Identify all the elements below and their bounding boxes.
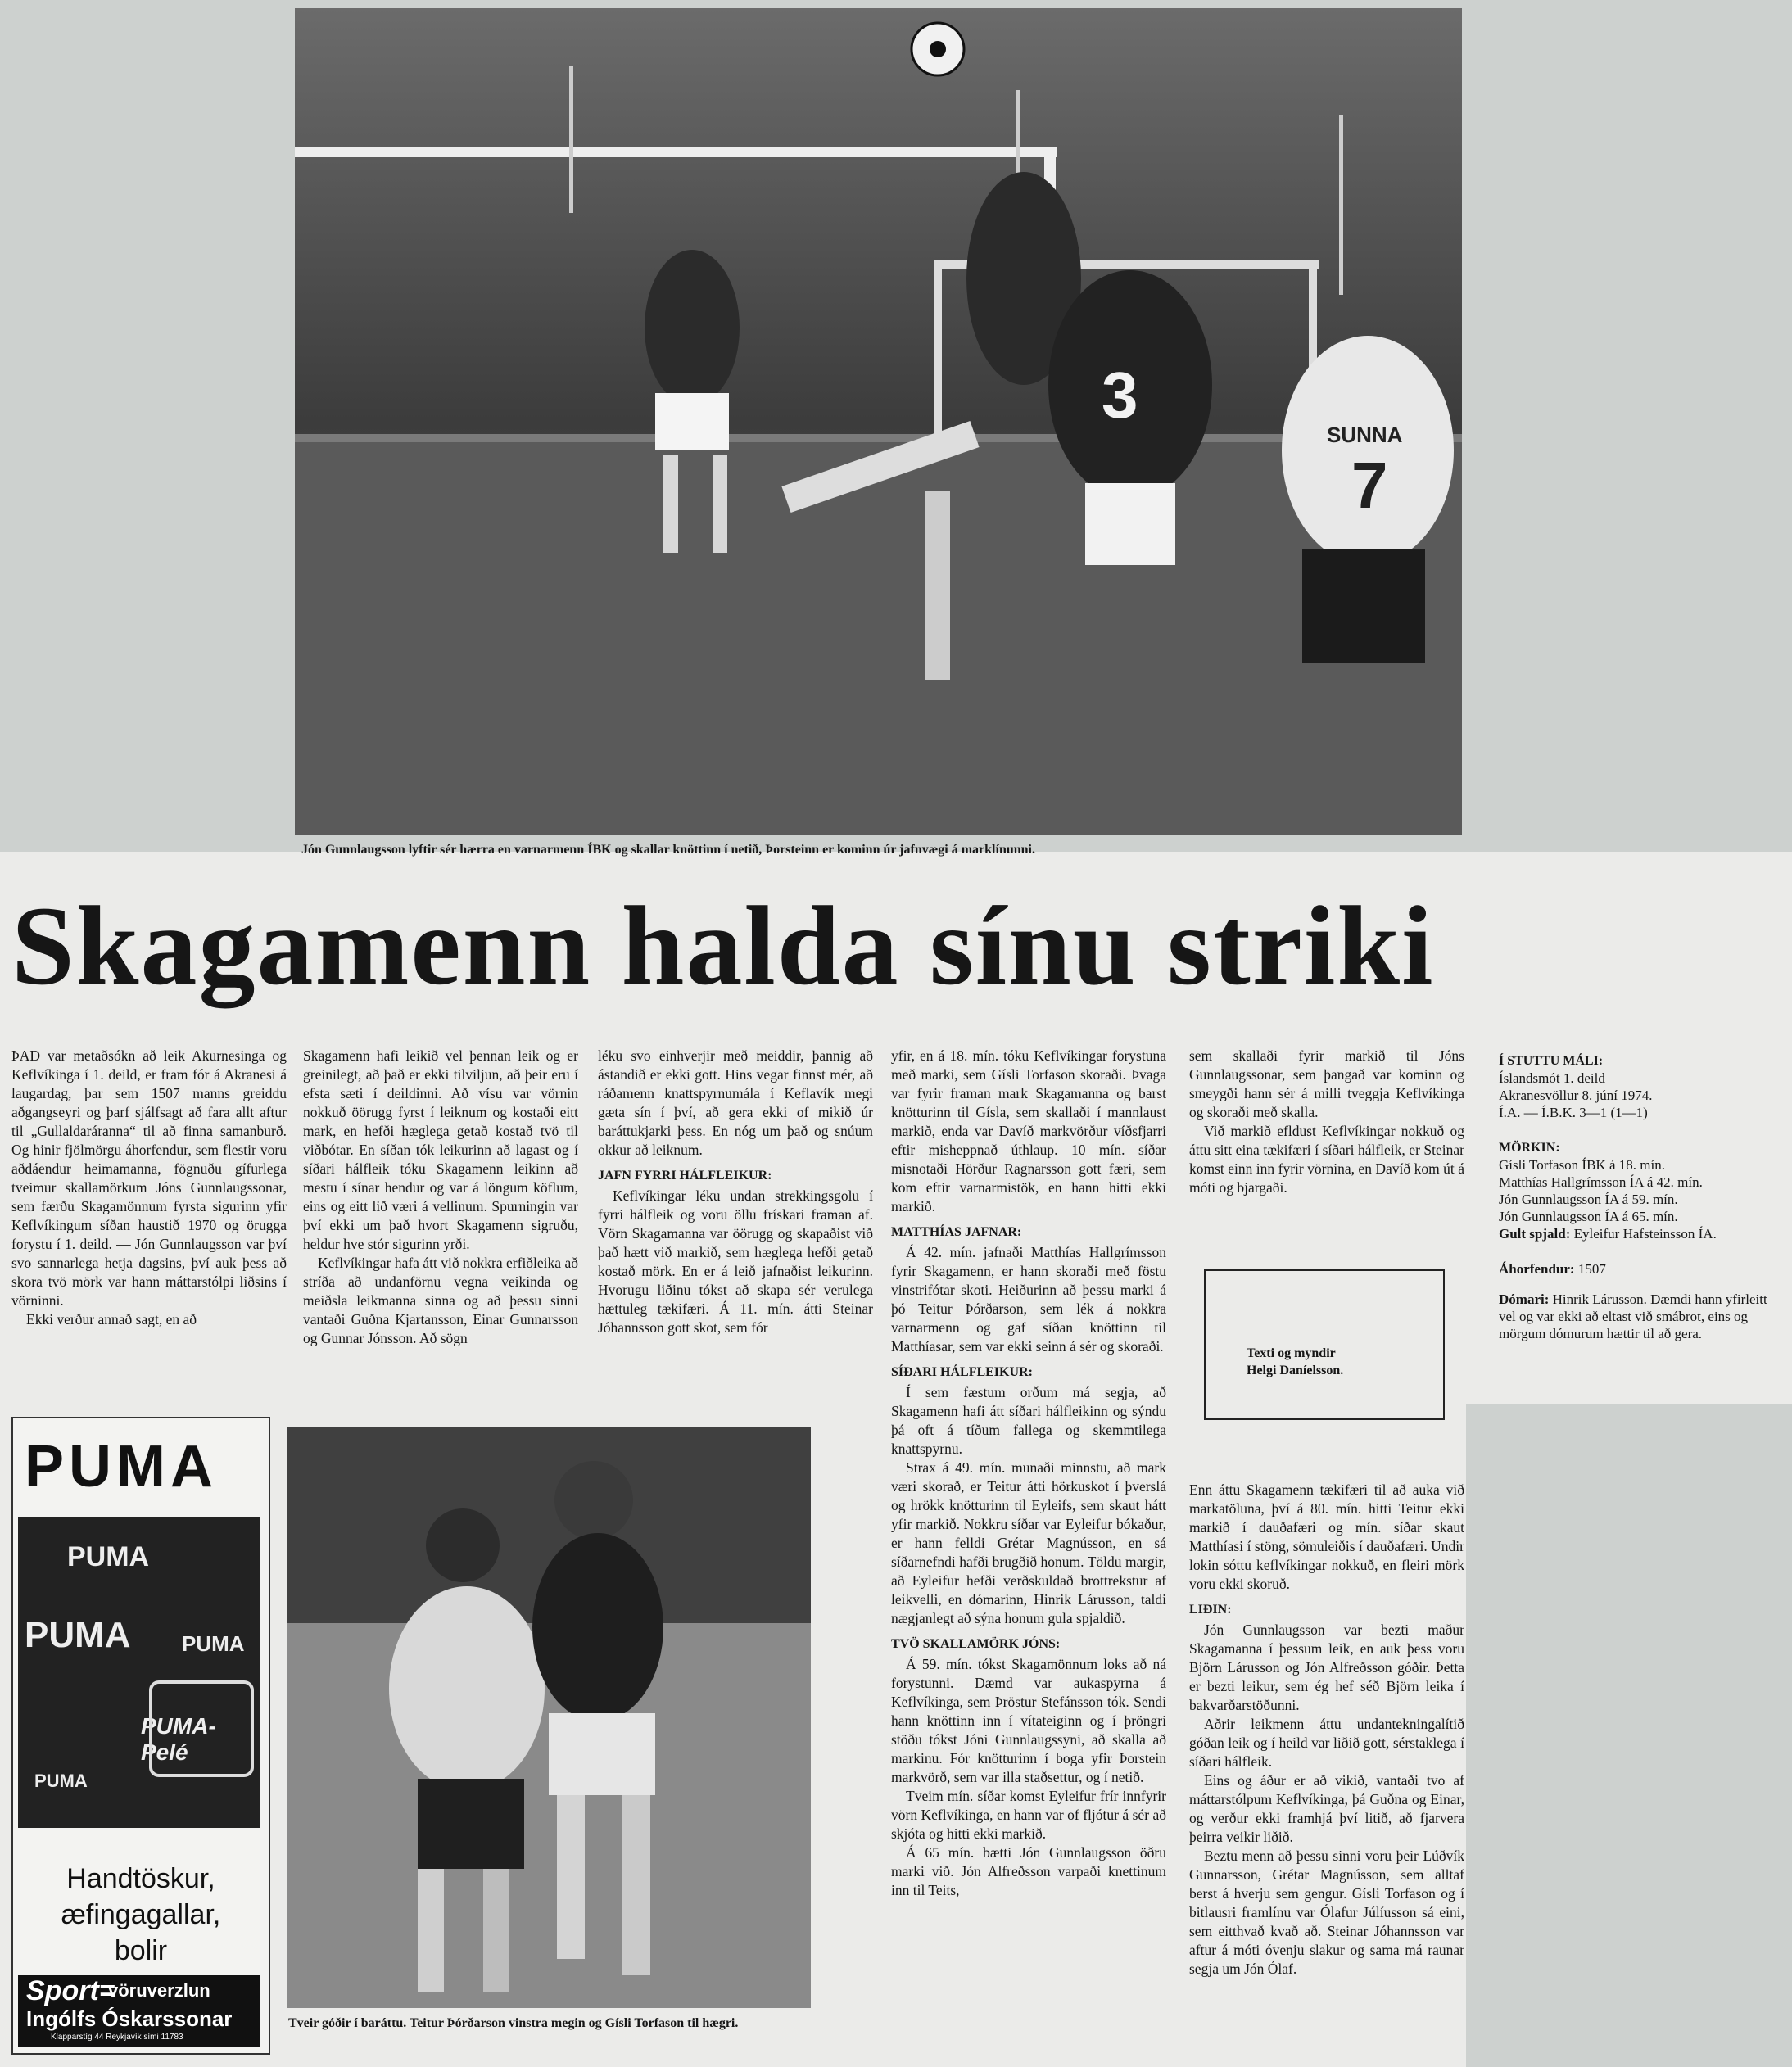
store-line-2: Ingólfs Óskarssonar xyxy=(26,2006,233,2031)
attendance-value: 1507 xyxy=(1577,1261,1606,1277)
logo-text: Sport= xyxy=(26,1975,115,2006)
goals-heading: MÖRKIN: xyxy=(1499,1141,1560,1155)
paragraph: Við markið efldust Keflvíkingar nokkuð og áttu sitt eina tækifæri í síðari hálfleik, er Steinar komst einn inn fyrir vörnina, en Davíð kom út á móti og bjargaði. xyxy=(1189,1123,1464,1196)
paragraph: Á 42. mín. jafnaði Matthías Hallgrímsson fyrir Skagamenn, er hann skoraði með föstu vinstrifótar skoti. Heiðurinn að þessu marki á þó Teitur Þórðarson, sem lék á nokkra varnarmenn og gaf síðan knöttinn til Matthíasar, sem var ekki seinn á sér og skoraði. xyxy=(891,1244,1166,1355)
svg-text:SUNNA: SUNNA xyxy=(1327,423,1403,447)
store-logo xyxy=(18,1975,260,2047)
article-column-5-top xyxy=(1189,1047,1464,1197)
top-photo-caption: Jón Gunnlaugsson lyftir sér hærra en varnarmenn ÍBK og skallar knöttinn í netið, Þorsteinn er kominn úr jafnvægi á marklínunni. xyxy=(301,843,1035,857)
paragraph: Tveim mín. síðar komst Eyleifur frír innfyrir vörn Keflvíkinga, en hann var of fljótur á sér að skjóta og hitti ekki markið. xyxy=(891,1788,1166,1842)
paragraph: Í sem fæstum orðum má segja, að Skagamenn hafi átt síðari hálfleikinn og sýndu þá oft á tíðum fallega og skemmtilega knattspyrnu. xyxy=(891,1384,1166,1457)
svg-text:3: 3 xyxy=(1102,359,1138,432)
paragraph: Aðrir leikmenn áttu undantekningalítið góðan leik og í heild var liðið gott, sérstaklega í síðari hálfleik. xyxy=(1189,1716,1464,1770)
credit-line-1: Texti og myndir xyxy=(1247,1346,1336,1360)
yellow-card-label: Gult spjald: xyxy=(1499,1226,1571,1242)
paragraph: ÞAÐ var metaðsókn að leik Akurnesinga og Keflvíkinga í 1. deild, er fram fór á Akranesi á laugardag, þar sem 1507 manns greiddu aðgangseyri og þarf sjálfsagt að fara allt aftur til „Gullaldaráranna“ til að finna samanburð. Og hinir fjölmörgu áhorfendur, sem flestir voru aðdáendur heimamanna, fögnuðu gífurlega tveimur skallamörkum Jóns Gunnlaugssonar, sem færðu Skagamönnum fyrsta sigurinn yfir Keflvíkingum síðan haustið 1970 og örugga forystu í 1. deild. — Jón Gunnlaugsson var því svo sannarlega hetja dagsins, því auk þess að skora tvö mörk var hann máttarstólpi liðsins í vörninni. xyxy=(11,1047,287,1309)
store-address: Klapparstíg 44 Reykjavík sími 11783 xyxy=(51,2033,183,2042)
headline: Skagamenn halda sínu striki xyxy=(11,883,1435,1008)
credit-line-2: Helgi Daníelsson. xyxy=(1247,1364,1344,1377)
paragraph: Skagamenn hafi leikið vel þennan leik og er greinilegt, að það er ekki tilviljun, að þeir eru í efsta sæti í deildinni. Að vísu var vörnin nokkuð öörugg fyrst í leiknum og kostaði eitt mark, en hefði hæglega getað kostað tvö til viðbótar. En síðan tók leikurinn að lagast og í síðari hálfleik tóku Skagamenn leikinn að mestu í sínar hendur og var á löngum köflum, eins og eitt lið væri á vellinum. Spurningin var því ekki um það hvort Skagamenn sigruðu, heldur hve stór sigurinn yrði. xyxy=(303,1047,578,1252)
section-heading: TVÖ SKALLAMÖRK JÓNS: xyxy=(891,1637,1061,1651)
bags-photo xyxy=(18,1517,260,1828)
ad-line: bolir xyxy=(114,1935,168,1966)
paragraph: yfir, en á 18. mín. tóku Keflvíkingar forystuna með marki, sem Gísli Torfason skoraði. Þvaga var fyrir framan mark Skagamanna og barst knötturinn til Gísla, sem skallaði í mannlaust markið, enda var Davíð markvörður víðsfjarri eftir misheppnað úthlaup. 10 mín. síðar misnotaði Hörður Ragnarsson gott færi, sem kom eftir varnarmistök, en hann hitti ekki markið. xyxy=(891,1047,1166,1214)
paragraph: sem skallaði fyrir markið til Jóns Gunnlaugssonar, sem þangað var kominn og smeygði hann sér á milli tveggja Keflvíkinga og skoraði með skalla. xyxy=(1189,1047,1464,1120)
bag-label: PUMA xyxy=(34,1771,88,1791)
section-heading: MATTHÍAS JAFNAR: xyxy=(891,1225,1022,1239)
ad-line: æfingagallar, xyxy=(61,1899,221,1930)
paragraph: Keflvíkingar hafa átt við nokkra erfiðleika að stríða að undanförnu vegna veikinda og meiðsla leikmanna sinna og að þessu sinni vantaði Guðna Kjartansson, Einar Gunnarsson og Gunnar Jónsson. Að sögn xyxy=(303,1255,578,1346)
goal-line: Matthías Hallgrímsson ÍA á 42. mín. xyxy=(1499,1174,1703,1190)
ad-text xyxy=(13,1861,269,1969)
bottom-photo xyxy=(287,1427,811,2008)
facts-score: Í.A. — Í.B.K. 3—1 (1—1) xyxy=(1499,1105,1648,1120)
article-column-2 xyxy=(303,1047,578,1348)
bottom-photo-caption: Tveir góðir í baráttu. Teitur Þórðarson vinstra megin og Gísli Torfason til hægri. xyxy=(288,2016,739,2030)
goal-line: Gísli Torfason ÍBK á 18. mín. xyxy=(1499,1157,1665,1173)
paragraph: Á 65 mín. bætti Jón Gunnlaugsson öðru marki við. Jón Alfreðsson varpaði knettinum inn til Teits, xyxy=(891,1844,1166,1898)
facts-heading: Í STUTTU MÁLI: xyxy=(1499,1054,1604,1068)
paragraph: léku svo einhverjir með meiddir, þannig að ástandið er ekki gott. Hins vegar finnst mér, að ráðamenn knattspyrnumála í Keflavík megi gæta sín í því, að gera ekki of mikið úr baráttukjarki þess. En nóg um það og snúum okkur að leiknum. xyxy=(598,1047,873,1158)
paragraph: Jón Gunnlaugsson var bezti maður Skagamanna í þessum leik, en auk þess voru Björn Lárusson og Jón Alfreðsson góðir. Þetta er bezti leikur, sem ég hef séð Björn leika í bakvarðarstöðunni. xyxy=(1189,1621,1464,1713)
ad-line: Handtöskur, xyxy=(66,1863,215,1894)
puma-advertisement xyxy=(11,1417,270,2055)
store-line-1: vöruverzlun xyxy=(108,1980,210,2001)
facts-line: Akranesvöllur 8. júní 1974. xyxy=(1499,1088,1653,1103)
bag-label: PUMA xyxy=(67,1541,150,1572)
yellow-card-player: Eyleifur Hafsteinsson ÍA. xyxy=(1573,1226,1717,1242)
article-column-1 xyxy=(11,1047,287,1329)
referee-text: Hinrik Lárusson. Dæmdi hann yfirleitt vel og var ekki að eltast við smábrot, eins og mörgum dómurum hættir til að gera. xyxy=(1499,1291,1767,1341)
bag-label: PUMA xyxy=(25,1615,131,1655)
attendance xyxy=(1499,1260,1777,1278)
credit-box xyxy=(1204,1269,1445,1420)
referee-label: Dómari: xyxy=(1499,1291,1550,1307)
yellow-card xyxy=(1499,1225,1777,1242)
puma-brand: PUMA xyxy=(25,1434,218,1499)
paragraph: Ekki verður annað sagt, en að xyxy=(26,1311,197,1327)
section-heading: JAFN FYRRI HÁLFLEIKUR: xyxy=(598,1169,772,1183)
goal-line: Jón Gunnlaugsson ÍA á 59. mín. xyxy=(1499,1192,1678,1207)
section-heading: SÍÐARI HÁLFLEIKUR: xyxy=(891,1365,1033,1379)
facts-line: Íslandsmót 1. deild xyxy=(1499,1070,1605,1086)
svg-text:7: 7 xyxy=(1351,449,1388,522)
article-column-4 xyxy=(891,1047,1166,1900)
paragraph: Keflvíkingar léku undan strekkingsgolu í fyrri hálfleik og voru öllu frískari framan af. Vörn Skagamanna var öörugg og skapaðist við það hætt við markið, sem hæglega hefði getað kostað mörk. En er á leið jafnaðist leikurinn. Hvorugu liðinu tókst að skapa sér verulega hættuleg tækifæri. Á 11. mín. átti Steinar Jóhannsson gott skot, sem fór xyxy=(598,1187,873,1336)
goal-line: Jón Gunnlaugsson ÍA á 65. mín. xyxy=(1499,1209,1678,1224)
article-column-3 xyxy=(598,1047,873,1337)
paragraph: Eins og áður er að vikið, vantaði tvo af máttarstólpum Keflvíkinga, þá Guðna og Einar, og verður ekki framhjá því litið, að fjarvera þeirra veikir liðið. xyxy=(1189,1772,1464,1845)
referee xyxy=(1499,1291,1777,1342)
paragraph: Strax á 49. mín. munaði minnstu, að mark væri skorað, er Teitur átti hörkuskot í þverslá og hrökk knötturinn til Eyleifs, sem skaut hátt yfir markið. Nokkru síðar var Eyleifur bókaður, er hann felldi Grétar Magnússon, en sá síðarnefndi hafði brugðið honum. Töldu margir, að Eyleifur hefði verðskuldað brottrekstur af leikvelli, en dómarinn, Hinrik Lárusson, taldi nægjanlegt að sýna honum gula spjaldið. xyxy=(891,1459,1166,1626)
bag-label: PUMA xyxy=(182,1631,245,1656)
paragraph: Enn áttu Skagamenn tækifæri til að auka við markatöluna, því á 80. mín. hitti Teitur ekki markið í dauðafæri og mín. síðar skaut Matthíasi í stöng, sömuleiðis í dauðafæri. Undir lokin sóttu keflvíkingar nokkuð, en fleiri mörk voru ekki skoruð. xyxy=(1189,1481,1464,1592)
paragraph: Beztu menn að þessu sinni voru þeir Lúðvík Gunnarsson, Grétar Magnússon, sem alltaf berst á hverju sem gengur. Gísli Torfason og í bitlausri framlínu var Ólafur Júlíusson sá eini, sem eitthvað kvað að. Steinar Jóhannsson var aftur á móti óvenju slakur og sama má raunar segja um Jón Ólaf. xyxy=(1189,1848,1464,1977)
section-heading: LIÐIN: xyxy=(1189,1603,1232,1617)
match-facts xyxy=(1499,1052,1777,1342)
bag-label: PUMA-Pelé xyxy=(141,1713,216,1765)
article-column-5-bottom xyxy=(1189,1481,1464,1979)
top-photo xyxy=(295,8,1462,835)
attendance-label: Áhorfendur: xyxy=(1499,1261,1575,1277)
paragraph: Á 59. mín. tókst Skagamönnum loks að ná forystunni. Dæmd var aukaspyrna á Keflvíkinga, sem Þröstur Stefánsson tók. Sendi hann knöttinn inn í vítateiginn og í þröngri stöðu tókst Jóni Gunnlaugssyni, að skalla að markinu. Fór knötturinn í boga yfir Þorstein markvörð, sem var illa staðsettur, og í netið. xyxy=(891,1656,1166,1785)
